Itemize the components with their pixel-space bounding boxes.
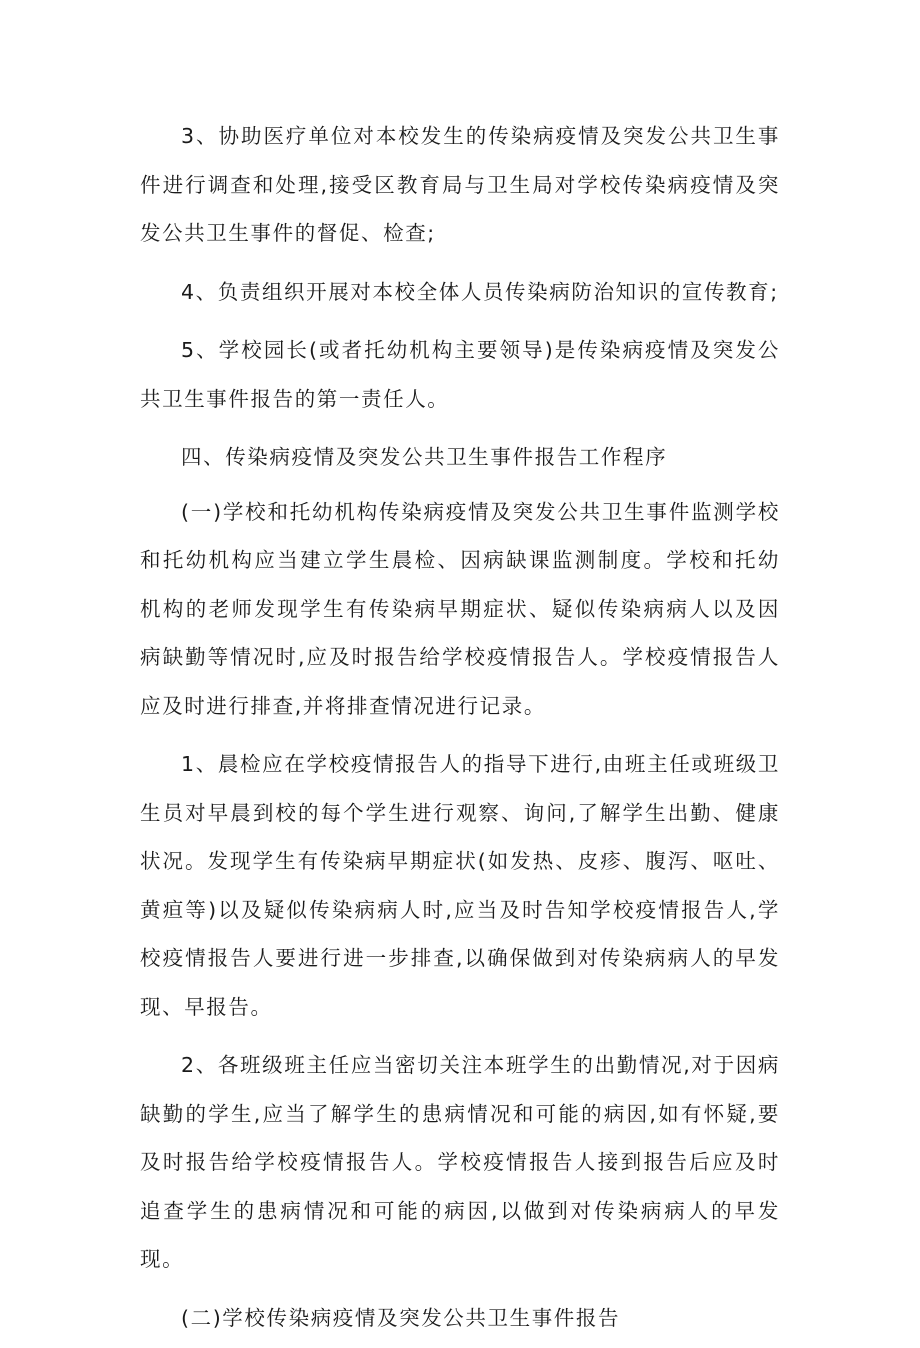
subsection-1-paragraph: (一)学校和托幼机构传染病疫情及突发公共卫生事件监测学校和托幼机构应当建立学生晨检、因病缺课监测制度。学校和托幼机构的老师发现学生有传染病早期症状、疑似传染病病人以及因病缺勤等情况时,应及时报告给学校疫情报告人。学校疫情报告人应及时进行排查,并将排查情况进行记录。 bbox=[140, 499, 780, 718]
document-body bbox=[140, 112, 780, 1348]
paragraph-item-5: 5、学校园长(或者托幼机构主要领导)是传染病疫情及突发公共卫生事件报告的第一责任人。 bbox=[140, 338, 780, 411]
section-heading-4: 四、传染病疫情及突发公共卫生事件报告工作程序 bbox=[181, 445, 668, 469]
paragraph-attendance: 2、各班级班主任应当密切关注本班学生的出勤情况,对于因病缺勤的学生,应当了解学生的患病情况和可能的病因,如有怀疑,要及时报告给学校疫情报告人。学校疫情报告人接到报告后应及时追查学生的患病情况和可能的病因,以做到对传染病病人的早发现。 bbox=[140, 1053, 780, 1271]
paragraph-item-4: 4、负责组织开展对本校全体人员传染病防治知识的宣传教育; bbox=[181, 279, 779, 304]
paragraph-morning-check: 1、晨检应在学校疫情报告人的指导下进行,由班主任或班级卫生员对早晨到校的每个学生进行观察、询问,了解学生出勤、健康状况。发现学生有传染病早期症状(如发热、皮疹、腹泻、呕吐、黄疸等)以及疑似传染病病人时,应当及时告知学校疫情报告人,学校疫情报告人要进行进一步排查,以确保做到对传染病病人的早发现、早报告。 bbox=[140, 752, 780, 1019]
subsection-2-heading: (二)学校传染病疫情及突发公共卫生事件报告 bbox=[181, 1305, 621, 1330]
paragraph-item-3: 3、协助医疗单位对本校发生的传染病疫情及突发公共卫生事件进行调查和处理,接受区教育局与卫生局对学校传染病疫情及突发公共卫生事件的督促、检查; bbox=[140, 124, 780, 245]
